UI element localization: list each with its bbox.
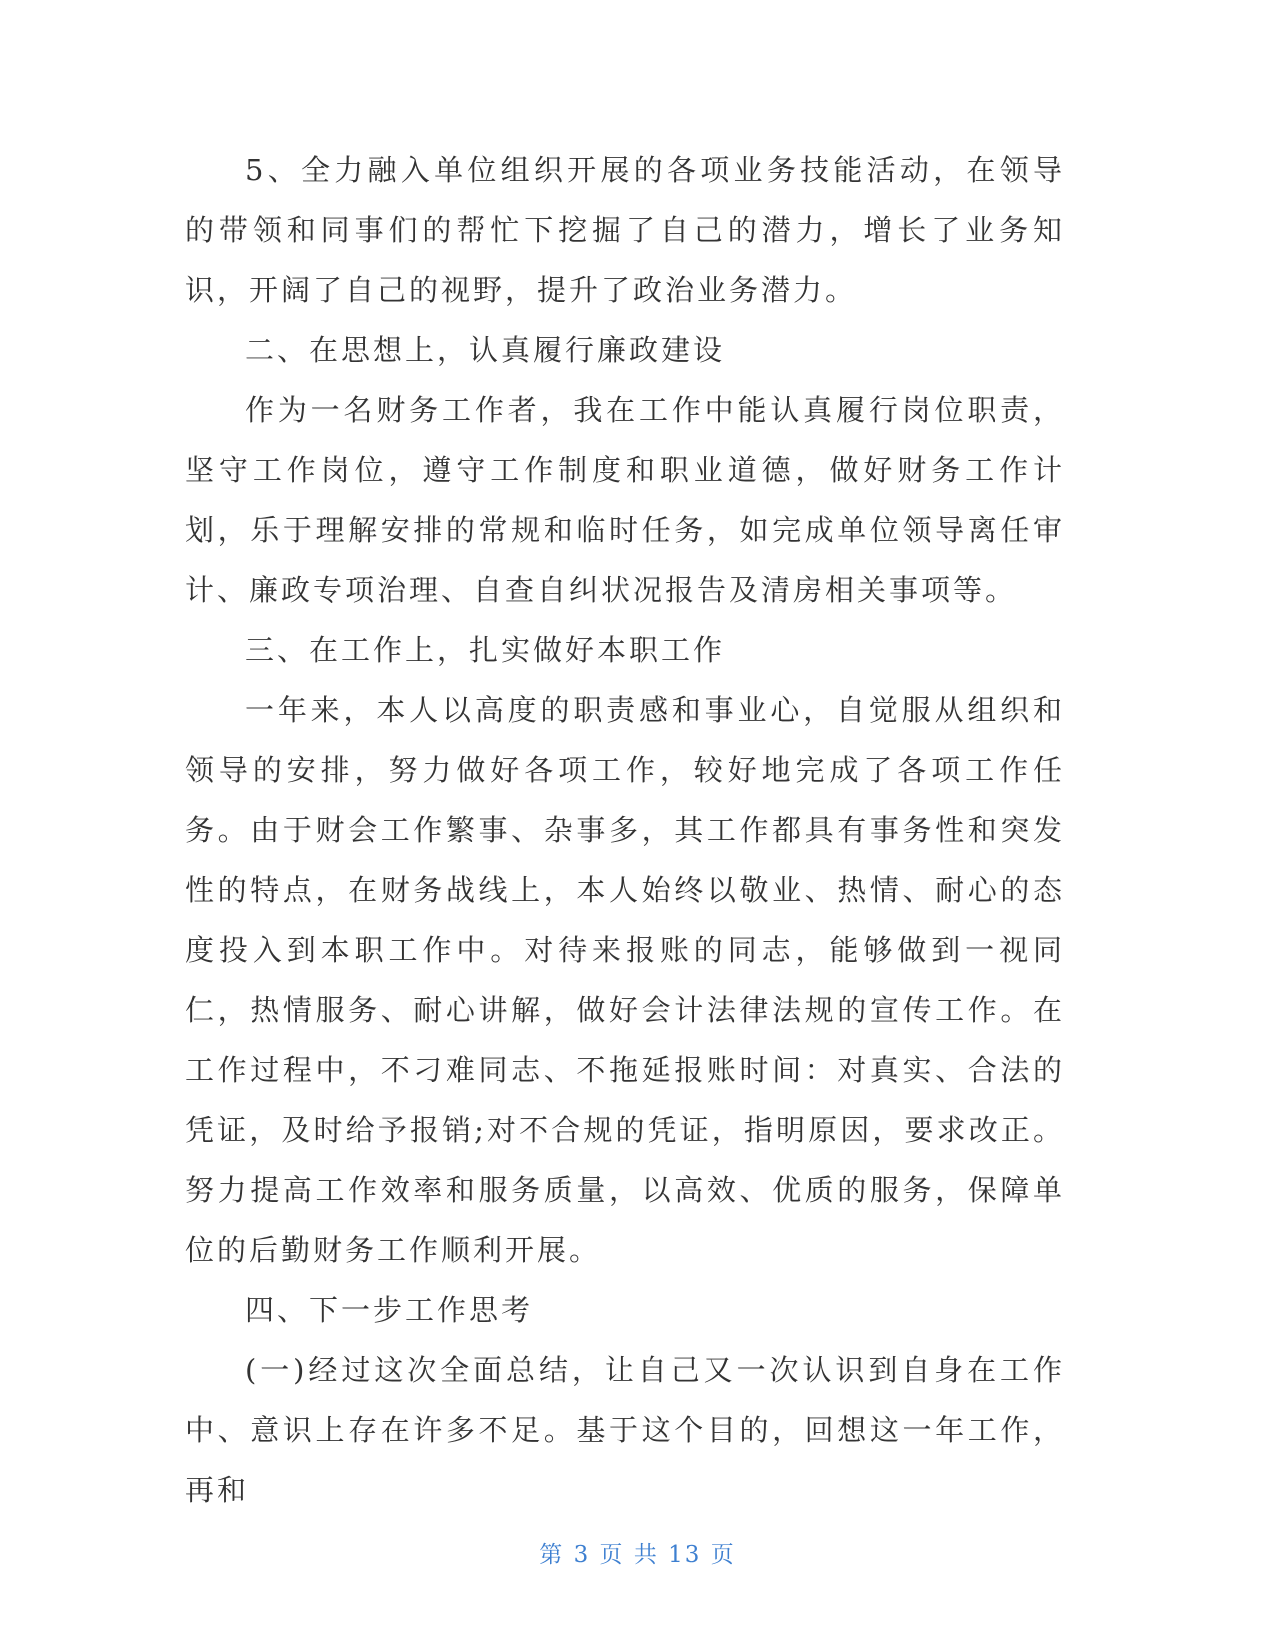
paragraph-skills-activities: 5、全力融入单位组织开展的各项业务技能活动，在领导的带领和同事们的帮忙下挖掘了自己的潜力，增长了业务知识，开阔了自己的视野，提升了政治业务潜力。 xyxy=(185,153,1065,307)
paragraph-reflection: (一)经过这次全面总结，让自己又一次认识到自身在工作中、意识上存在许多不足。基于这个目的，回想这一年工作，再和 xyxy=(185,1353,1065,1507)
page-number-footer xyxy=(0,1536,1275,1569)
paragraph-year-summary: 一年来，本人以高度的职责感和事业心，自觉服从组织和领导的安排，努力做好各项工作，较好地完成了各项工作任务。由于财会工作繁事、杂事多，其工作都具有事务性和突发性的特点，在财务战线上，本人始终以敬业、热情、耐心的态度投入到本职工作中。对待来报账的同志，能够做到一视同仁，热情服务、耐心讲解，做好会计法律法规的宣传工作。在工作过程中，不刁难同志、不拖延报账时间：对真实、合法的凭证，及时给予报销;对不合规的凭证，指明原因，要求改正。努力提高工作效率和服务质量，以高效、优质的服务，保障单位的后勤财务工作顺利开展。 xyxy=(185,693,1065,1267)
section-heading-next-steps: 四、下一步工作思考 xyxy=(245,1293,534,1327)
paragraph-finance-duties: 作为一名财务工作者，我在工作中能认真履行岗位职责，坚守工作岗位，遵守工作制度和职业道德，做好财务工作计划，乐于理解安排的常规和临时任务，如完成单位领导离任审计、廉政专项治理、自查自纠状况报告及清房相关事项等。 xyxy=(185,393,1065,607)
page-number-label: 第 3 页 共 13 页 xyxy=(539,1542,736,1568)
section-heading-ideology: 二、在思想上，认真履行廉政建设 xyxy=(245,333,726,367)
section-heading-work: 三、在工作上，扎实做好本职工作 xyxy=(245,633,726,667)
document-body xyxy=(185,140,1065,1520)
